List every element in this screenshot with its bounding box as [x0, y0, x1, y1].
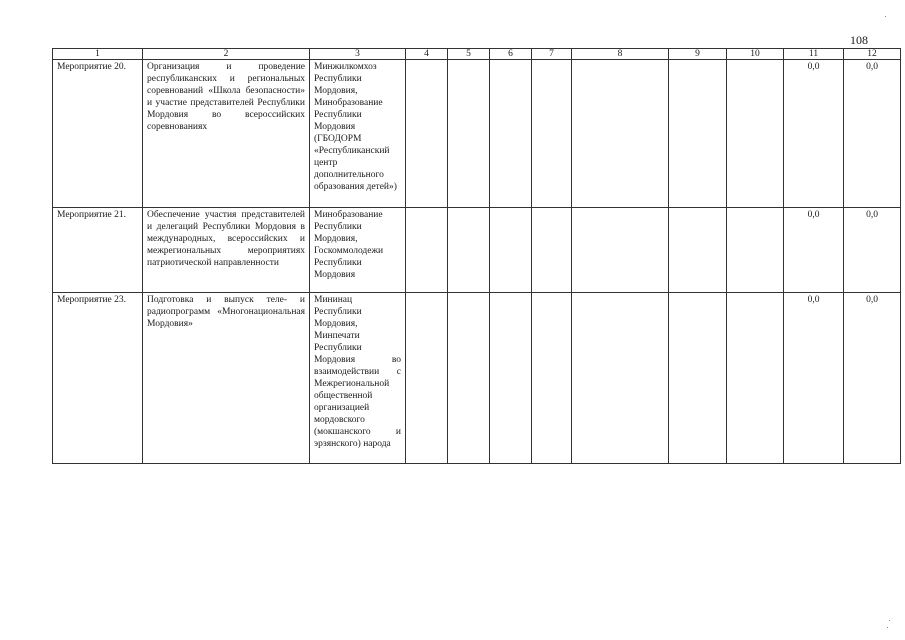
empty-cell	[406, 293, 448, 464]
empty-cell	[727, 208, 784, 293]
value-col-11: 0,0	[784, 60, 844, 208]
event-description: Организация и проведение республиканских и региональных соревнований «Школа безопасности» и участие представителей Республики Мордовия во всероссийских соревнованиях	[143, 60, 310, 208]
scan-speck	[889, 620, 890, 621]
empty-cell	[490, 208, 532, 293]
event-name: Мероприятие 23.	[53, 293, 143, 464]
table-row	[53, 208, 901, 293]
column-number: 2	[143, 49, 310, 60]
event-name: Мероприятие 20.	[53, 60, 143, 208]
column-number: 1	[53, 49, 143, 60]
empty-cell	[727, 293, 784, 464]
value-col-12: 0,0	[844, 293, 901, 464]
event-executor: Мининац Республики Мордовия, Минпечати Республики Мордовия во взаимодействии с Межрегиональной общественной организацией мордовского (мокшанского и эрзянского) народа	[310, 293, 406, 464]
empty-cell	[669, 293, 727, 464]
column-number: 3	[310, 49, 406, 60]
column-number: 12	[844, 49, 901, 60]
value-col-11: 0,0	[784, 293, 844, 464]
empty-cell	[532, 293, 572, 464]
empty-cell	[448, 208, 490, 293]
table-row	[53, 60, 901, 208]
value-col-12: 0,0	[844, 60, 901, 208]
column-number: 8	[572, 49, 669, 60]
column-number: 7	[532, 49, 572, 60]
event-executor: Минжилкомхоз Республики Мордовия, Минобразование Республики Мордовия (ГБОДОРМ «Республиканский центр дополнительного образования детей»)	[310, 60, 406, 208]
empty-cell	[727, 60, 784, 208]
column-number: 5	[448, 49, 490, 60]
empty-cell	[406, 208, 448, 293]
value-col-11: 0,0	[784, 208, 844, 293]
event-description: Обеспечение участия представителей и делегаций Республики Мордовия в международных, всероссийских и межрегиональных мероприятиях патриотической направленности	[143, 208, 310, 293]
page-number: 108	[850, 33, 868, 47]
empty-cell	[572, 60, 669, 208]
column-number: 4	[406, 49, 448, 60]
empty-cell	[532, 208, 572, 293]
empty-cell	[406, 60, 448, 208]
empty-cell	[490, 293, 532, 464]
column-number: 6	[490, 49, 532, 60]
column-number: 11	[784, 49, 844, 60]
column-number: 10	[727, 49, 784, 60]
table-row	[53, 293, 901, 464]
scan-speck	[887, 627, 888, 628]
empty-cell	[532, 60, 572, 208]
empty-cell	[669, 208, 727, 293]
event-executor: Минобразование Республики Мордовия, Госкоммолодежи Республики Мордовия	[310, 208, 406, 293]
value-col-12: 0,0	[844, 208, 901, 293]
event-description: Подготовка и выпуск теле- и радиопрограмм «Многонациональная Мордовия»	[143, 293, 310, 464]
scan-speck	[885, 16, 886, 17]
empty-cell	[669, 60, 727, 208]
program-table	[52, 48, 901, 464]
column-number-row	[53, 49, 901, 60]
event-name: Мероприятие 21.	[53, 208, 143, 293]
empty-cell	[448, 293, 490, 464]
empty-cell	[572, 208, 669, 293]
empty-cell	[490, 60, 532, 208]
column-number: 9	[669, 49, 727, 60]
empty-cell	[448, 60, 490, 208]
empty-cell	[572, 293, 669, 464]
